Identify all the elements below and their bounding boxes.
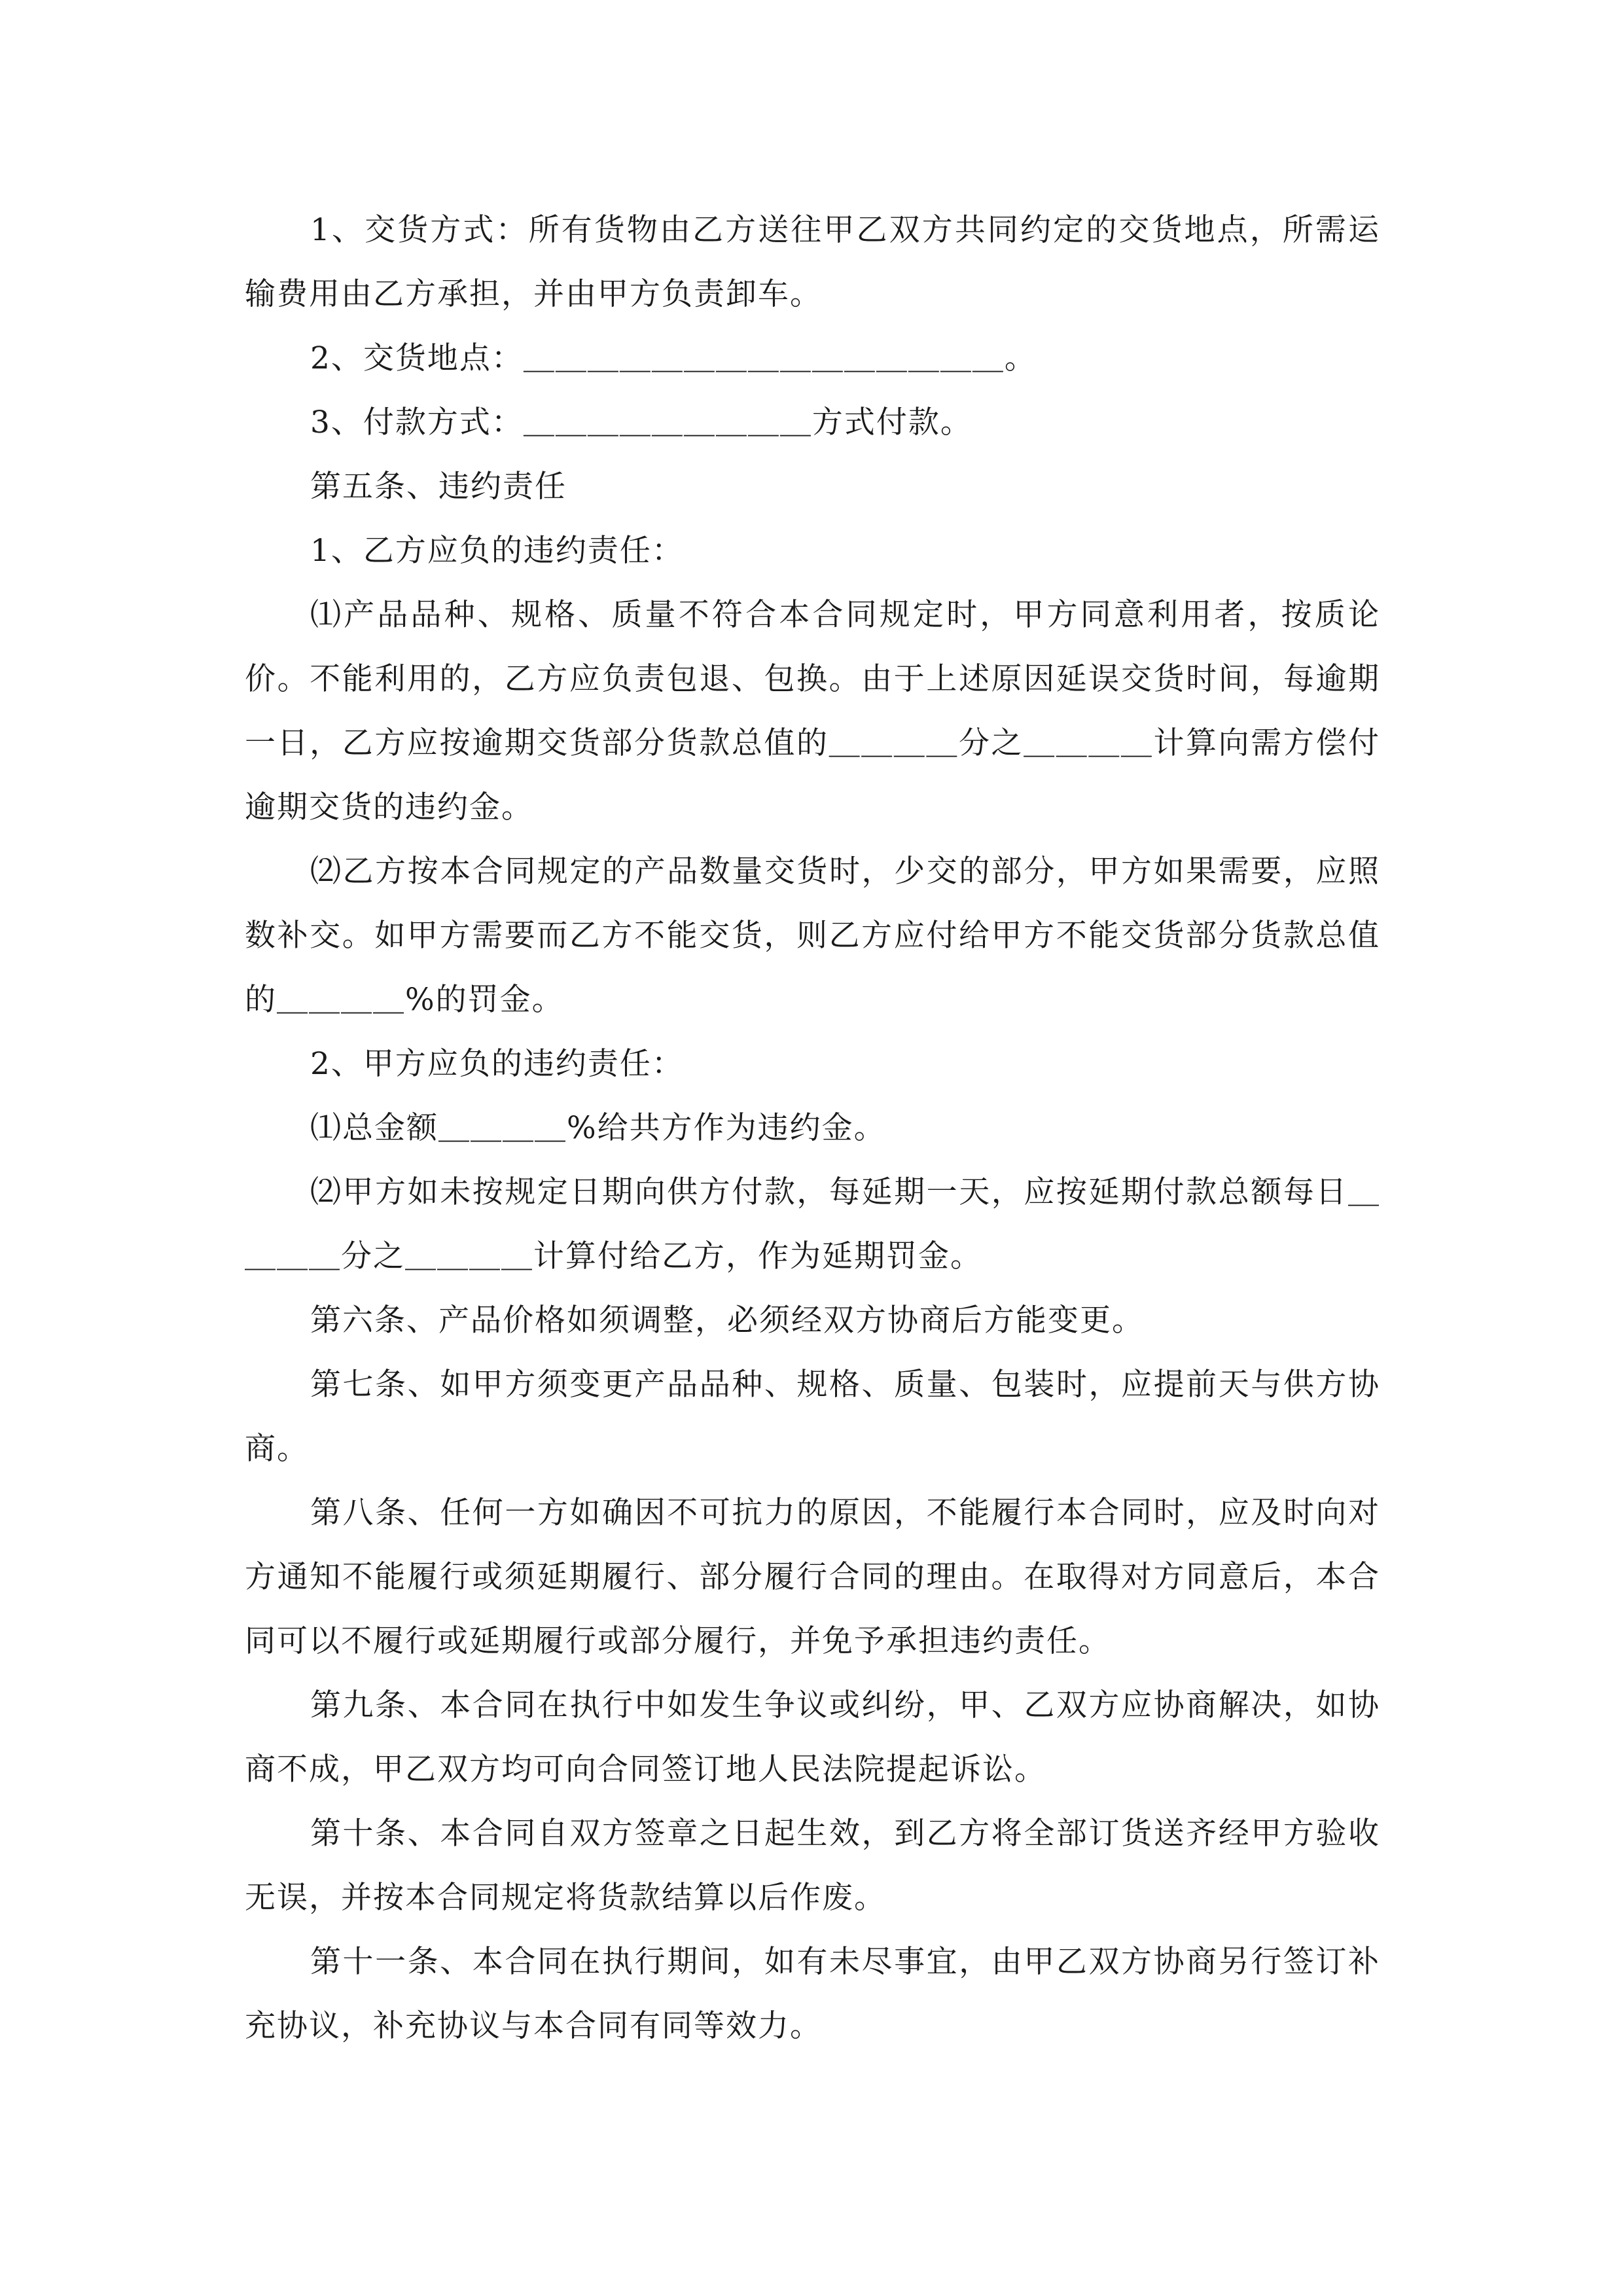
paragraph-party-a-liability: 2、甲方应负的违约责任： [310, 1046, 684, 1082]
document-body [245, 198, 1380, 2058]
paragraph-article-7: 第七条、如甲方须变更产品品种、规格、质量、包装时，应提前天与供方协商。 [245, 1367, 1380, 1467]
paragraph-payment-method: 3、付款方式：＿＿＿＿＿＿＿＿＿方式付款。 [310, 404, 972, 440]
paragraph-delivery-location: 2、交货地点：＿＿＿＿＿＿＿＿＿＿＿＿＿＿＿。 [310, 340, 1037, 376]
paragraph-party-b-liability: 1、乙方应负的违约责任： [310, 533, 684, 569]
paragraph-article-10: 第十条、本合同自双方签章之日起生效，到乙方将全部订货送齐经甲方验收无误，并按本合同规定将货款结算以后作废。 [245, 1816, 1380, 1916]
heading-article-5: 第五条、违约责任 [310, 469, 567, 505]
paragraph-party-a-item-1: ⑴总金额＿＿＿＿%给共方作为违约金。 [310, 1110, 886, 1146]
paragraph-party-b-item-2: ⑵乙方按本合同规定的产品数量交货时，少交的部分，甲方如果需要，应照数补交。如甲方需要而乙方不能交货，则乙方应付给甲方不能交货部分货款总值的＿＿＿＿%的罚金。 [245, 853, 1380, 1018]
paragraph-article-8: 第八条、任何一方如确因不可抗力的原因，不能履行本合同时，应及时向对方通知不能履行或须延期履行、部分履行合同的理由。在取得对方同意后，本合同可以不履行或延期履行或部分履行，并免予承担违约责任。 [245, 1495, 1380, 1659]
paragraph-party-b-item-1: ⑴产品品种、规格、质量不符合本合同规定时，甲方同意利用者，按质论价。不能利用的，乙方应负责包退、包换。由于上述原因延误交货时间，每逾期一日，乙方应按逾期交货部分货款总值的＿＿＿＿分之＿＿＿＿计算向需方偿付逾期交货的违约金。 [245, 597, 1380, 825]
paragraph-party-a-item-2: ⑵甲方如未按规定日期向供方付款，每延期一天，应按延期付款总额每日＿＿＿＿分之＿＿＿＿计算付给乙方，作为延期罚金。 [245, 1174, 1380, 1274]
paragraph-article-6: 第六条、产品价格如须调整，必须经双方协商后方能变更。 [310, 1302, 1144, 1338]
paragraph-article-11: 第十一条、本合同在执行期间，如有未尽事宜，由甲乙双方协商另行签订补充协议，补充协议与本合同有同等效力。 [245, 1944, 1380, 2044]
paragraph-article-9: 第九条、本合同在执行中如发生争议或纠纷，甲、乙双方应协商解决，如协商不成，甲乙双方均可向合同签订地人民法院提起诉讼。 [245, 1687, 1380, 1787]
paragraph-delivery-method: 1、交货方式：所有货物由乙方送往甲乙双方共同约定的交货地点，所需运输费用由乙方承担，并由甲方负责卸车。 [245, 212, 1380, 312]
